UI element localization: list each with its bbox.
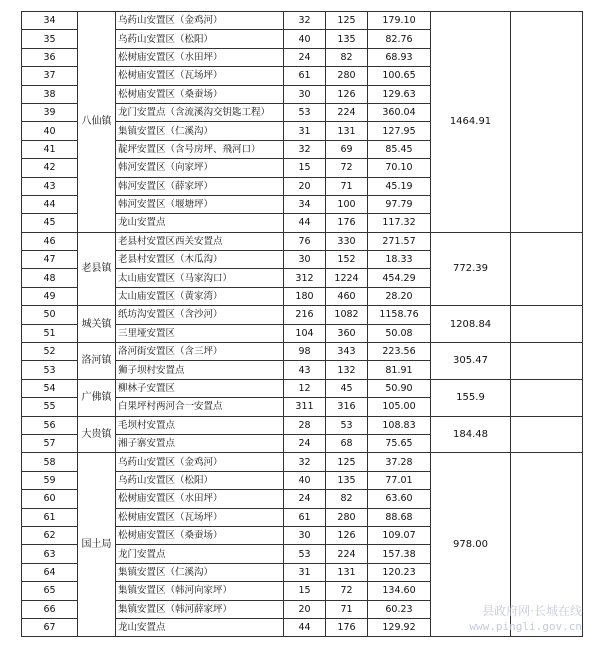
households-cell: 312	[284, 269, 326, 287]
row-number-cell: 67	[22, 618, 78, 636]
area-cell: 88.68	[368, 508, 431, 526]
blank-cell	[511, 379, 583, 416]
subtotal-cell: 1464.91	[431, 12, 511, 233]
households-cell: 32	[284, 140, 326, 158]
people-cell: 131	[326, 122, 368, 140]
row-number-cell: 46	[22, 232, 78, 250]
site-name-cell: 龙门安置点	[116, 545, 284, 563]
site-name-cell: 韩河安置区（薛家坪）	[116, 177, 284, 195]
table-row	[22, 12, 583, 30]
people-cell: 176	[326, 214, 368, 232]
data-table	[21, 11, 583, 637]
site-name-cell: 靛坪安置区（含号房坪、飛河口）	[116, 140, 284, 158]
row-number-cell: 55	[22, 398, 78, 416]
people-cell: 71	[326, 600, 368, 618]
row-number-cell: 50	[22, 306, 78, 324]
area-cell: 223.56	[368, 343, 431, 361]
watermark-text: 县政府网·长城在线	[482, 604, 582, 618]
row-number-cell: 58	[22, 453, 78, 471]
area-cell: 18.33	[368, 251, 431, 269]
area-cell: 271.57	[368, 232, 431, 250]
town-cell: 老县镇	[78, 232, 116, 306]
households-cell: 53	[284, 545, 326, 563]
table-row	[22, 453, 583, 471]
households-cell: 31	[284, 563, 326, 581]
blank-cell	[511, 343, 583, 380]
area-cell: 105.00	[368, 398, 431, 416]
site-name-cell: 松树庙安置区（水田坪）	[116, 490, 284, 508]
people-cell: 280	[326, 67, 368, 85]
households-cell: 31	[284, 122, 326, 140]
people-cell: 330	[326, 232, 368, 250]
area-cell: 129.92	[368, 618, 431, 636]
site-name-cell: 乌药山安置区（松阳）	[116, 30, 284, 48]
area-cell: 75.65	[368, 434, 431, 452]
row-number-cell: 39	[22, 103, 78, 121]
row-number-cell: 51	[22, 324, 78, 342]
site-name-cell: 龙门安置点（含流溪沟交钥匙工程）	[116, 103, 284, 121]
households-cell: 30	[284, 85, 326, 103]
town-cell: 城关镇	[78, 306, 116, 343]
people-cell: 343	[326, 343, 368, 361]
households-cell: 15	[284, 159, 326, 177]
row-number-cell: 34	[22, 12, 78, 30]
site-name-cell: 三里垭安置区	[116, 324, 284, 342]
people-cell: 82	[326, 490, 368, 508]
people-cell: 68	[326, 434, 368, 452]
people-cell: 126	[326, 526, 368, 544]
households-cell: 216	[284, 306, 326, 324]
subtotal-cell: 772.39	[431, 232, 511, 306]
households-cell: 24	[284, 48, 326, 66]
site-name-cell: 韩河安置区（向家坪）	[116, 159, 284, 177]
row-number-cell: 45	[22, 214, 78, 232]
people-cell: 224	[326, 545, 368, 563]
households-cell: 34	[284, 195, 326, 213]
households-cell: 61	[284, 508, 326, 526]
people-cell: 1082	[326, 306, 368, 324]
site-name-cell: 松树庙安置区（瓦场坪）	[116, 67, 284, 85]
people-cell: 1224	[326, 269, 368, 287]
households-cell: 20	[284, 177, 326, 195]
town-cell: 八仙镇	[78, 12, 116, 233]
area-cell: 1158.76	[368, 306, 431, 324]
area-cell: 97.79	[368, 195, 431, 213]
area-cell: 50.08	[368, 324, 431, 342]
row-number-cell: 65	[22, 582, 78, 600]
site-name-cell: 乌药山安置区（金鸡河）	[116, 453, 284, 471]
table-body	[22, 12, 583, 637]
people-cell: 135	[326, 30, 368, 48]
site-name-cell: 龙山安置点	[116, 214, 284, 232]
households-cell: 104	[284, 324, 326, 342]
row-number-cell: 37	[22, 67, 78, 85]
subtotal-cell: 978.00	[431, 453, 511, 637]
people-cell: 460	[326, 287, 368, 305]
row-number-cell: 35	[22, 30, 78, 48]
row-number-cell: 53	[22, 361, 78, 379]
town-cell: 广佛镇	[78, 379, 116, 416]
area-cell: 134.60	[368, 582, 431, 600]
people-cell: 360	[326, 324, 368, 342]
area-cell: 129.63	[368, 85, 431, 103]
row-number-cell: 57	[22, 434, 78, 452]
people-cell: 69	[326, 140, 368, 158]
row-number-cell: 56	[22, 416, 78, 434]
people-cell: 176	[326, 618, 368, 636]
site-name-cell: 集镇安置区（仁溪沟）	[116, 122, 284, 140]
site-name-cell: 毛坝村安置点	[116, 416, 284, 434]
area-cell: 81.91	[368, 361, 431, 379]
town-cell: 洛河镇	[78, 343, 116, 380]
table-row	[22, 343, 583, 361]
households-cell: 53	[284, 103, 326, 121]
blank-cell	[511, 232, 583, 306]
row-number-cell: 43	[22, 177, 78, 195]
row-number-cell: 47	[22, 251, 78, 269]
town-cell: 大贵镇	[78, 416, 116, 453]
area-cell: 28.20	[368, 287, 431, 305]
watermark	[469, 604, 582, 634]
households-cell: 98	[284, 343, 326, 361]
table-row	[22, 416, 583, 434]
people-cell: 224	[326, 103, 368, 121]
blank-cell	[511, 306, 583, 343]
households-cell: 44	[284, 618, 326, 636]
site-name-cell: 洛河街安置区（含三坪）	[116, 343, 284, 361]
site-name-cell: 太山庙安置区（黄家湾）	[116, 287, 284, 305]
households-cell: 44	[284, 214, 326, 232]
people-cell: 316	[326, 398, 368, 416]
area-cell: 82.76	[368, 30, 431, 48]
site-name-cell: 柳林子安置区	[116, 379, 284, 397]
people-cell: 152	[326, 251, 368, 269]
row-number-cell: 64	[22, 563, 78, 581]
subtotal-cell: 155.9	[431, 379, 511, 416]
site-name-cell: 湘子寨安置点	[116, 434, 284, 452]
blank-cell	[511, 416, 583, 453]
people-cell: 135	[326, 471, 368, 489]
people-cell: 132	[326, 361, 368, 379]
area-cell: 108.83	[368, 416, 431, 434]
area-cell: 77.01	[368, 471, 431, 489]
row-number-cell: 41	[22, 140, 78, 158]
area-cell: 60.23	[368, 600, 431, 618]
area-cell: 37.28	[368, 453, 431, 471]
subtotal-cell: 305.47	[431, 343, 511, 380]
people-cell: 126	[326, 85, 368, 103]
people-cell: 125	[326, 453, 368, 471]
row-number-cell: 38	[22, 85, 78, 103]
site-name-cell: 松树庙安置区（桑蚕场）	[116, 85, 284, 103]
area-cell: 360.04	[368, 103, 431, 121]
blank-cell	[511, 12, 583, 233]
area-cell: 45.19	[368, 177, 431, 195]
row-number-cell: 61	[22, 508, 78, 526]
site-name-cell: 太山庙安置区（马家沟口）	[116, 269, 284, 287]
row-number-cell: 60	[22, 490, 78, 508]
households-cell: 180	[284, 287, 326, 305]
site-name-cell: 松树庙安置区（水田坪）	[116, 48, 284, 66]
households-cell: 40	[284, 471, 326, 489]
households-cell: 311	[284, 398, 326, 416]
people-cell: 125	[326, 12, 368, 30]
watermark-url: www.pingli.gov.cn	[469, 620, 582, 633]
site-name-cell: 集镇安置区（韩河薛家坪）	[116, 600, 284, 618]
row-number-cell: 49	[22, 287, 78, 305]
site-name-cell: 集镇安置区（韩河向家坪）	[116, 582, 284, 600]
table-row	[22, 306, 583, 324]
site-name-cell: 龙山安置点	[116, 618, 284, 636]
site-name-cell: 白果坪村两河合一安置点	[116, 398, 284, 416]
area-cell: 127.95	[368, 122, 431, 140]
row-number-cell: 40	[22, 122, 78, 140]
households-cell: 76	[284, 232, 326, 250]
row-number-cell: 52	[22, 343, 78, 361]
households-cell: 32	[284, 12, 326, 30]
households-cell: 20	[284, 600, 326, 618]
row-number-cell: 59	[22, 471, 78, 489]
area-cell: 100.65	[368, 67, 431, 85]
row-number-cell: 44	[22, 195, 78, 213]
area-cell: 117.32	[368, 214, 431, 232]
row-number-cell: 48	[22, 269, 78, 287]
area-cell: 70.10	[368, 159, 431, 177]
site-name-cell: 老县村安置区西关安置点	[116, 232, 284, 250]
site-name-cell: 集镇安置区（仁溪沟）	[116, 563, 284, 581]
people-cell: 100	[326, 195, 368, 213]
area-cell: 157.38	[368, 545, 431, 563]
area-cell: 50.90	[368, 379, 431, 397]
row-number-cell: 63	[22, 545, 78, 563]
people-cell: 72	[326, 582, 368, 600]
households-cell: 30	[284, 251, 326, 269]
site-name-cell: 松树庙安置区（桑蚕场）	[116, 526, 284, 544]
row-number-cell: 66	[22, 600, 78, 618]
people-cell: 71	[326, 177, 368, 195]
households-cell: 32	[284, 453, 326, 471]
table-row	[22, 232, 583, 250]
households-cell: 40	[284, 30, 326, 48]
households-cell: 30	[284, 526, 326, 544]
area-cell: 120.23	[368, 563, 431, 581]
site-name-cell: 韩河安置区（堰塘坪）	[116, 195, 284, 213]
area-cell: 85.45	[368, 140, 431, 158]
households-cell: 61	[284, 67, 326, 85]
area-cell: 63.60	[368, 490, 431, 508]
households-cell: 24	[284, 434, 326, 452]
area-cell: 454.29	[368, 269, 431, 287]
people-cell: 72	[326, 159, 368, 177]
row-number-cell: 36	[22, 48, 78, 66]
site-name-cell: 老县村安置区（木瓜沟）	[116, 251, 284, 269]
site-name-cell: 乌药山安置区（松阳）	[116, 471, 284, 489]
households-cell: 43	[284, 361, 326, 379]
site-name-cell: 松树庙安置区（瓦场坪）	[116, 508, 284, 526]
site-name-cell: 纸坊沟安置区（含沙河）	[116, 306, 284, 324]
table-row	[22, 379, 583, 397]
people-cell: 82	[326, 48, 368, 66]
households-cell: 15	[284, 582, 326, 600]
households-cell: 12	[284, 379, 326, 397]
row-number-cell: 42	[22, 159, 78, 177]
people-cell: 131	[326, 563, 368, 581]
households-cell: 24	[284, 490, 326, 508]
households-cell: 28	[284, 416, 326, 434]
site-name-cell: 乌药山安置区（金鸡河）	[116, 12, 284, 30]
site-name-cell: 狮子坝村安置点	[116, 361, 284, 379]
area-cell: 68.93	[368, 48, 431, 66]
subtotal-cell: 1208.84	[431, 306, 511, 343]
row-number-cell: 54	[22, 379, 78, 397]
row-number-cell: 62	[22, 526, 78, 544]
people-cell: 280	[326, 508, 368, 526]
people-cell: 45	[326, 379, 368, 397]
subtotal-cell: 184.48	[431, 416, 511, 453]
town-cell: 国土局	[78, 453, 116, 637]
people-cell: 53	[326, 416, 368, 434]
area-cell: 109.07	[368, 526, 431, 544]
area-cell: 179.10	[368, 12, 431, 30]
